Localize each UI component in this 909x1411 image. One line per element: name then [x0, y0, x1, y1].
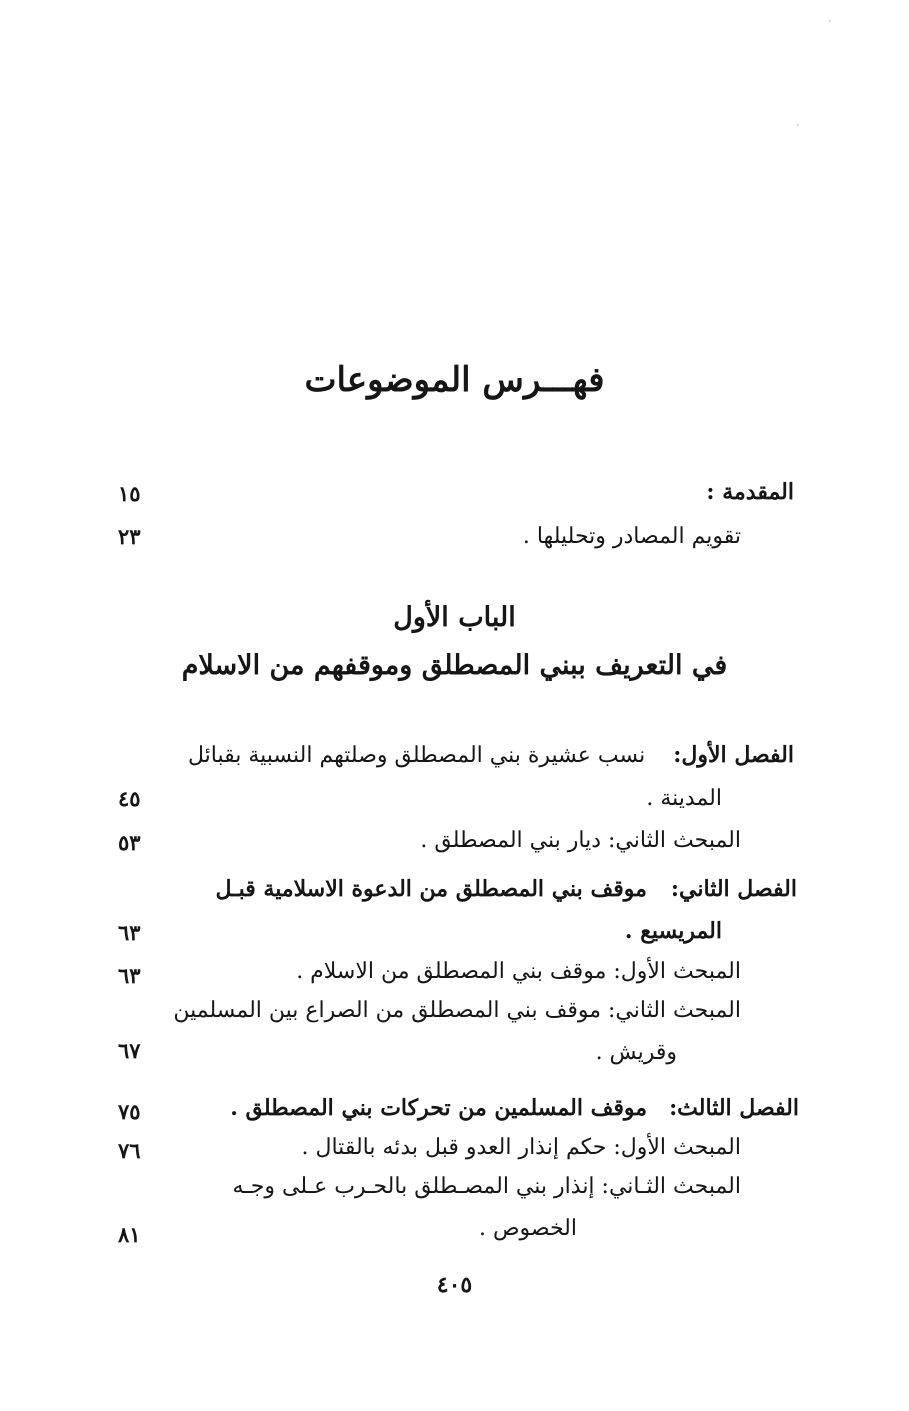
page-title: فهـــرس الموضوعات	[304, 360, 605, 400]
chapter-1-title-line1: نسب عشيرة بني المصطلق وصلتهم النسبية بقبائل	[187, 743, 646, 768]
chapter-2-page: ٦٣	[118, 920, 141, 945]
chapter-3-section-2-line1: المبحث الثـاني: إنذار بني المصـطلق بالحـرب عـلى وجـه	[232, 1174, 741, 1199]
scan-speck	[797, 124, 799, 126]
chapter-3-section-2-page: ٨١	[118, 1222, 141, 1247]
intro-item-page: ٢٣	[118, 524, 141, 549]
chapter-3-section-1-page: ٧٦	[118, 1138, 141, 1163]
chapter-3-section-1: المبحث الأول: حكم إنذار العدو قبل بدئه بالقتال .	[301, 1135, 741, 1160]
chapter-2-label: الفصل الثاني:	[670, 876, 797, 902]
chapter-2-section-1: المبحث الأول: موقف بني المصطلق من الاسلام .	[296, 959, 741, 984]
chapter-3-section-2-line2: الخصوص .	[478, 1216, 577, 1241]
chapter-2-section-2-line2: وقريش .	[595, 1040, 677, 1065]
chapter-1-section-2-page: ٥٣	[118, 830, 141, 855]
intro-heading: المقدمة :	[706, 479, 794, 505]
chapter-1-page: ٤٥	[118, 786, 141, 811]
part-subtitle: في التعريف ببني المصطلق وموقفهم من الاسلام	[181, 650, 728, 681]
chapter-3-title: موقف المسلمين من تحركات بني المصطلق .	[230, 1095, 648, 1121]
chapter-3-label: الفصل الثالث:	[669, 1095, 799, 1121]
chapter-2	[216, 874, 798, 905]
scan-speck	[829, 20, 831, 22]
chapter-1-label: الفصل الأول:	[673, 742, 794, 768]
page-number: ٤٠٥	[436, 1272, 473, 1298]
chapter-1	[188, 740, 794, 771]
intro-item: تقويم المصادر وتحليلها .	[522, 524, 741, 549]
chapter-3	[230, 1093, 799, 1124]
chapter-2-section-2-page: ٦٧	[118, 1038, 141, 1063]
chapter-1-section-2: المبحث الثاني: ديار بني المصطلق .	[420, 828, 741, 853]
chapter-2-title-line2: المريسيع .	[624, 918, 722, 944]
chapter-2-section-1-page: ٦٣	[118, 963, 141, 988]
part-title: الباب الأول	[393, 602, 516, 633]
intro-heading-page: ١٥	[118, 481, 141, 506]
chapter-2-section-2-line1: المبحث الثاني: موقف بني المصطلق من الصراع بين المسلمين	[173, 998, 741, 1023]
chapter-3-page: ٧٥	[118, 1099, 141, 1124]
chapter-2-title-line1: موقف بني المصطلق من الدعوة الاسلامية قبـل	[215, 876, 647, 902]
chapter-1-title-line2: المدينة .	[646, 786, 722, 811]
